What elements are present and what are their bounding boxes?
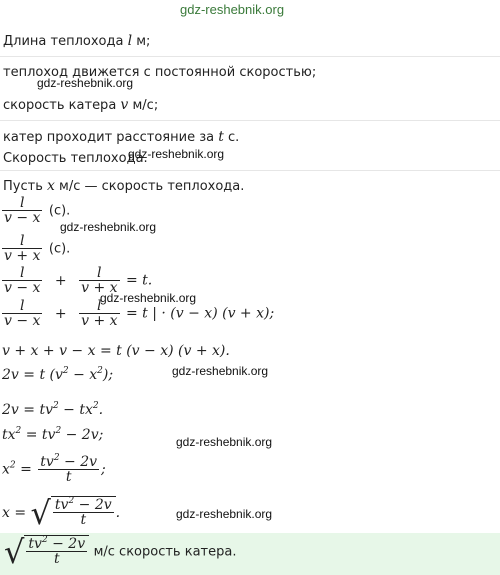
var-v: v: [120, 97, 129, 113]
equation-distributed: [2, 402, 103, 418]
fraction: [79, 299, 119, 328]
equation-multiply: $\frac{l}{v - x}$ + $\frac{l}{v + x}$ = t | · (v − x) (v + x);: [4, 298, 275, 329]
sqrt: [31, 496, 116, 530]
expr: );: [102, 367, 114, 383]
numerator: [53, 498, 114, 512]
watermark: gdz-reshebnik.org: [172, 364, 269, 378]
numerator: [26, 537, 87, 551]
expr: tv: [40, 454, 54, 470]
radical-sign: √: [30, 494, 51, 532]
expr: − x: [73, 367, 98, 383]
fraction: [2, 299, 42, 328]
denominator: t: [65, 469, 72, 485]
answer-text: м/с скорость катера.: [93, 544, 237, 560]
exponent: 2: [9, 460, 16, 471]
divider: [0, 170, 500, 171]
denominator: v + x: [4, 248, 41, 264]
var-t: t: [218, 129, 224, 145]
denominator: v + x: [81, 313, 118, 329]
exponent: 2: [55, 426, 62, 436]
expr: ;: [101, 461, 106, 478]
expr: .: [115, 505, 121, 521]
expr: tx: [2, 427, 16, 443]
unit: м;: [136, 34, 151, 49]
unit: м/с;: [132, 98, 159, 113]
fraction: [2, 196, 42, 225]
exponent: 2: [41, 535, 48, 545]
given-line-constant-speed: теплоход движется с постоянной скоростью;: [3, 65, 317, 80]
watermark-top: gdz-reshebnik.org: [180, 2, 285, 17]
equation-simplified: [2, 367, 113, 383]
given-text: катер проходит расстояние за: [3, 130, 215, 145]
unit: с.: [228, 130, 240, 145]
given-line-boat-speed: [3, 97, 158, 114]
expr: tv: [54, 497, 69, 513]
var-l: l: [127, 33, 133, 49]
exponent: 2: [92, 401, 99, 411]
watermark: gdz-reshebnik.org: [37, 76, 134, 90]
exponent: 2: [97, 366, 103, 376]
sqrt: [4, 535, 89, 569]
numerator: l: [19, 298, 25, 314]
watermark: gdz-reshebnik.org: [176, 507, 273, 521]
fraction: [2, 234, 42, 263]
expr: tv: [28, 536, 42, 552]
fraction: [26, 537, 87, 566]
exponent: 2: [68, 496, 75, 506]
expr: = tv: [25, 427, 56, 443]
numerator: l: [19, 233, 25, 249]
expr: 2v = t (v: [2, 367, 63, 383]
numerator: l: [19, 265, 25, 281]
denominator: v − x: [4, 210, 41, 226]
expr: − 2v;: [65, 427, 104, 443]
fraction: [38, 455, 99, 484]
equation-x: [2, 496, 120, 530]
equation-expanded: v + x + v − x = t (v − x) (v + x).: [2, 343, 230, 359]
expr: − 2v: [64, 454, 98, 470]
radicand: [51, 496, 116, 530]
exponent: 2: [53, 453, 60, 463]
rhs: = t | · (v − x) (v + x);: [125, 305, 275, 322]
let-statement: [3, 178, 244, 195]
divider: [0, 56, 500, 57]
equation-sum: $\frac{l}{v - x}$ + $\frac{l}{v + x}$ = t.: [4, 265, 153, 296]
exponent: 2: [52, 401, 59, 411]
time-upstream: [0, 234, 70, 263]
given-text: Длина теплохода: [3, 34, 124, 49]
expr: .: [98, 402, 104, 418]
var-x: x: [47, 178, 55, 194]
denominator: v + x: [81, 280, 118, 296]
numerator: l: [97, 265, 102, 281]
fraction: [2, 266, 42, 295]
radical-sign: √: [4, 533, 25, 571]
given-line-length: [3, 33, 150, 50]
expr: 2v = tv: [2, 402, 53, 418]
denominator: v − x: [4, 280, 41, 296]
numerator: l: [97, 298, 102, 314]
expr: − 2v: [78, 497, 112, 513]
fraction: [53, 498, 114, 527]
rhs: = t.: [125, 272, 153, 289]
numerator: l: [19, 195, 25, 211]
given-line-time: [3, 129, 239, 146]
denominator: t: [53, 551, 60, 567]
equation-rearranged: [2, 427, 103, 443]
radicand: [24, 535, 89, 569]
exponent: 2: [62, 366, 69, 376]
expr: =: [20, 461, 32, 478]
unit: (с).: [48, 241, 71, 257]
given-text: скорость катера: [3, 98, 117, 113]
let-text: Пусть: [3, 179, 43, 194]
numerator: [38, 455, 99, 469]
given-line-ship-speed: Скорость теплохода.: [3, 151, 148, 166]
exponent: 2: [15, 426, 22, 436]
watermark: gdz-reshebnik.org: [128, 147, 225, 161]
watermark: gdz-reshebnik.org: [100, 291, 197, 305]
watermark: gdz-reshebnik.org: [60, 220, 157, 234]
expr: x =: [2, 505, 27, 521]
denominator: t: [80, 512, 87, 528]
equation-x-squared: [2, 455, 106, 484]
expr: − tx: [63, 402, 93, 418]
answer: [4, 535, 236, 569]
divider: [0, 120, 500, 121]
denominator: v − x: [4, 313, 41, 329]
unit: (с).: [48, 203, 71, 219]
expr: − 2v: [52, 536, 86, 552]
watermark: gdz-reshebnik.org: [176, 435, 273, 449]
let-text: м/с — скорость теплохода.: [59, 179, 245, 194]
expr: x: [2, 461, 10, 478]
